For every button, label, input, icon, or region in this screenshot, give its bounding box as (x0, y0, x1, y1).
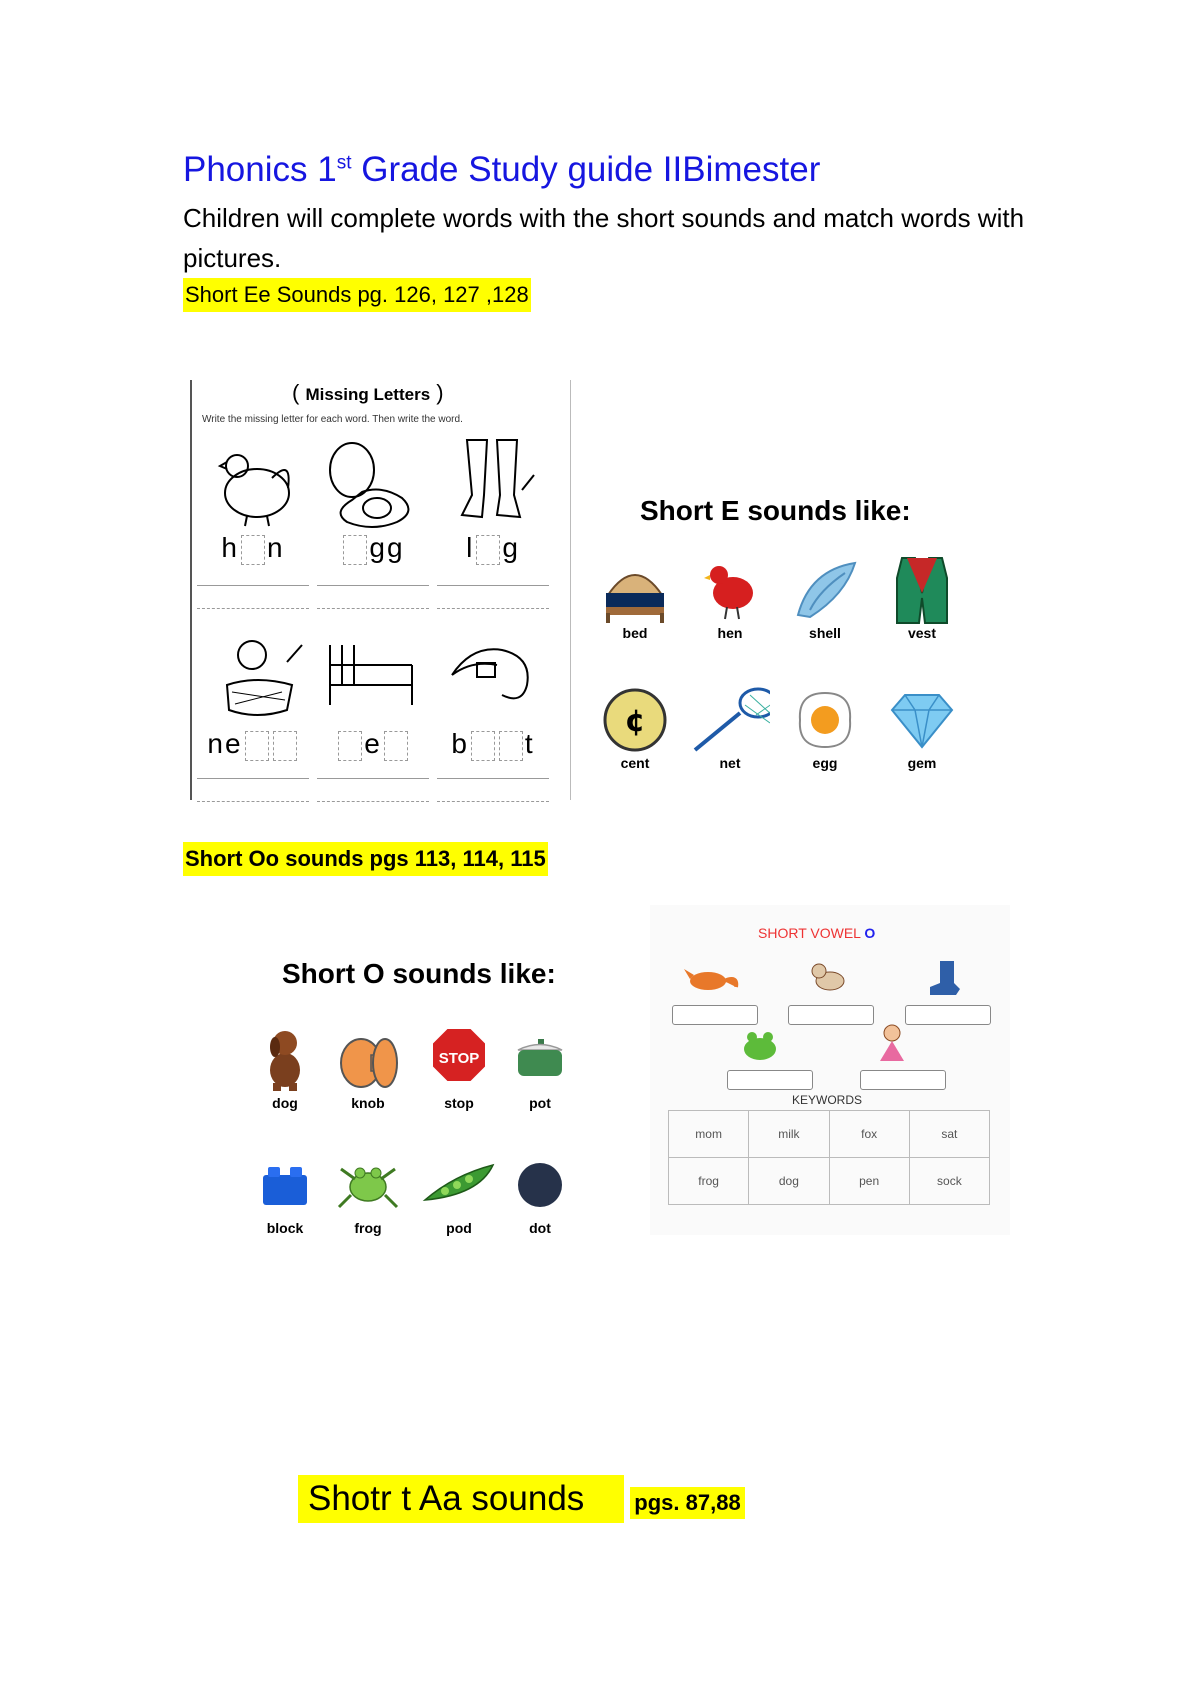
missing-word-5: e (317, 728, 429, 761)
writing-line[interactable] (317, 585, 429, 609)
egg-icon (322, 440, 422, 530)
belt-icon (442, 635, 542, 720)
missing-word-1: h n (221, 532, 285, 563)
table-row (669, 1158, 990, 1205)
short-vowel-title: SHORT VOWEL O (758, 925, 876, 941)
short-o-item-stop: STOP stop (419, 1025, 499, 1111)
cent-coin-icon (600, 685, 670, 755)
keywords-label: KEYWORDS (792, 1093, 863, 1107)
vest-icon (887, 553, 957, 628)
nest-icon (207, 630, 307, 725)
short-a-title: Shotr t Aa sounds (298, 1475, 624, 1523)
bed-outline-icon (322, 635, 422, 720)
hen-icon (695, 555, 765, 625)
letter-slot[interactable] (343, 535, 367, 565)
writing-line[interactable] (197, 778, 309, 802)
page-title (183, 150, 820, 190)
letter-slot[interactable] (499, 731, 523, 761)
sock-icon (920, 957, 970, 997)
missing-word-6: b t (451, 728, 535, 759)
short-o-item-dog: dog (245, 1025, 325, 1111)
short-o-item-knob: knob (328, 1025, 408, 1111)
shell-icon (790, 555, 860, 625)
keyword-cell: mom (669, 1111, 749, 1158)
dot-icon (510, 1155, 570, 1215)
keyword-cell: pen (829, 1158, 909, 1205)
dog-small-icon (805, 957, 855, 997)
short-a-heading (298, 1475, 745, 1523)
short-e-item-egg: egg (785, 685, 865, 771)
keyword-cell: fox (829, 1111, 909, 1158)
short-e-item-gem: gem (882, 685, 962, 771)
missing-word-2: gg (317, 532, 429, 565)
bed-icon (600, 555, 670, 625)
egg-icon (790, 685, 860, 755)
girl-icon (868, 1021, 918, 1065)
letter-slot[interactable] (338, 731, 362, 761)
letter-slot[interactable] (245, 731, 269, 761)
short-e-item-hen: hen (690, 555, 770, 641)
missing-word-4: ne (197, 728, 309, 761)
keyword-cell: sat (909, 1111, 989, 1158)
table-row (669, 1111, 990, 1158)
title-superscript: st (336, 152, 352, 174)
short-e-item-net: net (690, 685, 770, 771)
letter-slot[interactable] (273, 731, 297, 761)
answer-box[interactable] (860, 1070, 946, 1090)
short-o-item-block: block (245, 1150, 325, 1236)
keywords-table (668, 1110, 990, 1205)
block-icon (255, 1155, 315, 1215)
worksheet-title: ( Missing Letters ) (292, 380, 444, 406)
dog-icon (255, 1025, 315, 1095)
title-text: Phonics 1 (183, 150, 337, 189)
frog-icon (333, 1155, 403, 1215)
leg-icon (442, 435, 542, 530)
keyword-cell: frog (669, 1158, 749, 1205)
stop-sign-text: STOP (438, 1050, 480, 1067)
short-vowel-o-worksheet (650, 905, 1010, 1235)
missing-letters-worksheet (190, 380, 571, 800)
short-e-item-cent: ¢ cent (595, 685, 675, 771)
intro-text: Children will complete words with the short sounds and match words with pictures. (183, 203, 1025, 273)
pod-icon (419, 1155, 499, 1215)
answer-box[interactable] (727, 1070, 813, 1090)
short-o-item-pot: pot (500, 1025, 580, 1111)
writing-line[interactable] (437, 778, 549, 802)
writing-line[interactable] (317, 778, 429, 802)
stop-sign-icon (429, 1025, 489, 1095)
gem-icon (887, 685, 957, 755)
letter-slot[interactable] (471, 731, 495, 761)
worksheet-instructions: Write the missing letter for each word. Then write the word. (202, 414, 463, 425)
answer-box[interactable] (672, 1005, 758, 1025)
short-e-heading: Short Ee Sounds pg. 126, 127 ,128 (183, 278, 531, 312)
svg-text:¢: ¢ (624, 704, 646, 739)
keyword-cell: sock (909, 1158, 989, 1205)
short-a-pages: pgs. 87,88 (630, 1487, 744, 1519)
short-o-chart-heading: Short O sounds like: (282, 958, 556, 989)
missing-word-3: l g (466, 532, 520, 563)
writing-line[interactable] (437, 585, 549, 609)
answer-box[interactable] (788, 1005, 874, 1025)
hen-icon (212, 438, 302, 528)
keyword-cell: milk (749, 1111, 829, 1158)
knob-icon (333, 1025, 403, 1095)
fox-icon (680, 957, 740, 997)
frog-small-icon (735, 1025, 785, 1065)
short-o-item-dot: dot (500, 1150, 580, 1236)
short-e-item-shell: shell (785, 555, 865, 641)
short-o-heading: Short Oo sounds pgs 113, 114, 115 (183, 842, 548, 876)
pot-icon (510, 1025, 570, 1095)
short-e-chart-heading: Short E sounds like: (640, 495, 911, 526)
short-e-item-bed: bed (595, 555, 675, 641)
title-text-rest: Grade Study guide IIBimester (351, 150, 821, 189)
short-o-item-pod: pod (419, 1150, 499, 1236)
writing-line[interactable] (197, 585, 309, 609)
letter-slot[interactable] (384, 731, 408, 761)
short-o-item-frog: frog (328, 1150, 408, 1236)
letter-slot[interactable] (241, 535, 265, 565)
keyword-cell: dog (749, 1158, 829, 1205)
short-e-item-vest: vest (882, 555, 962, 641)
net-icon (690, 685, 770, 755)
letter-slot[interactable] (476, 535, 500, 565)
